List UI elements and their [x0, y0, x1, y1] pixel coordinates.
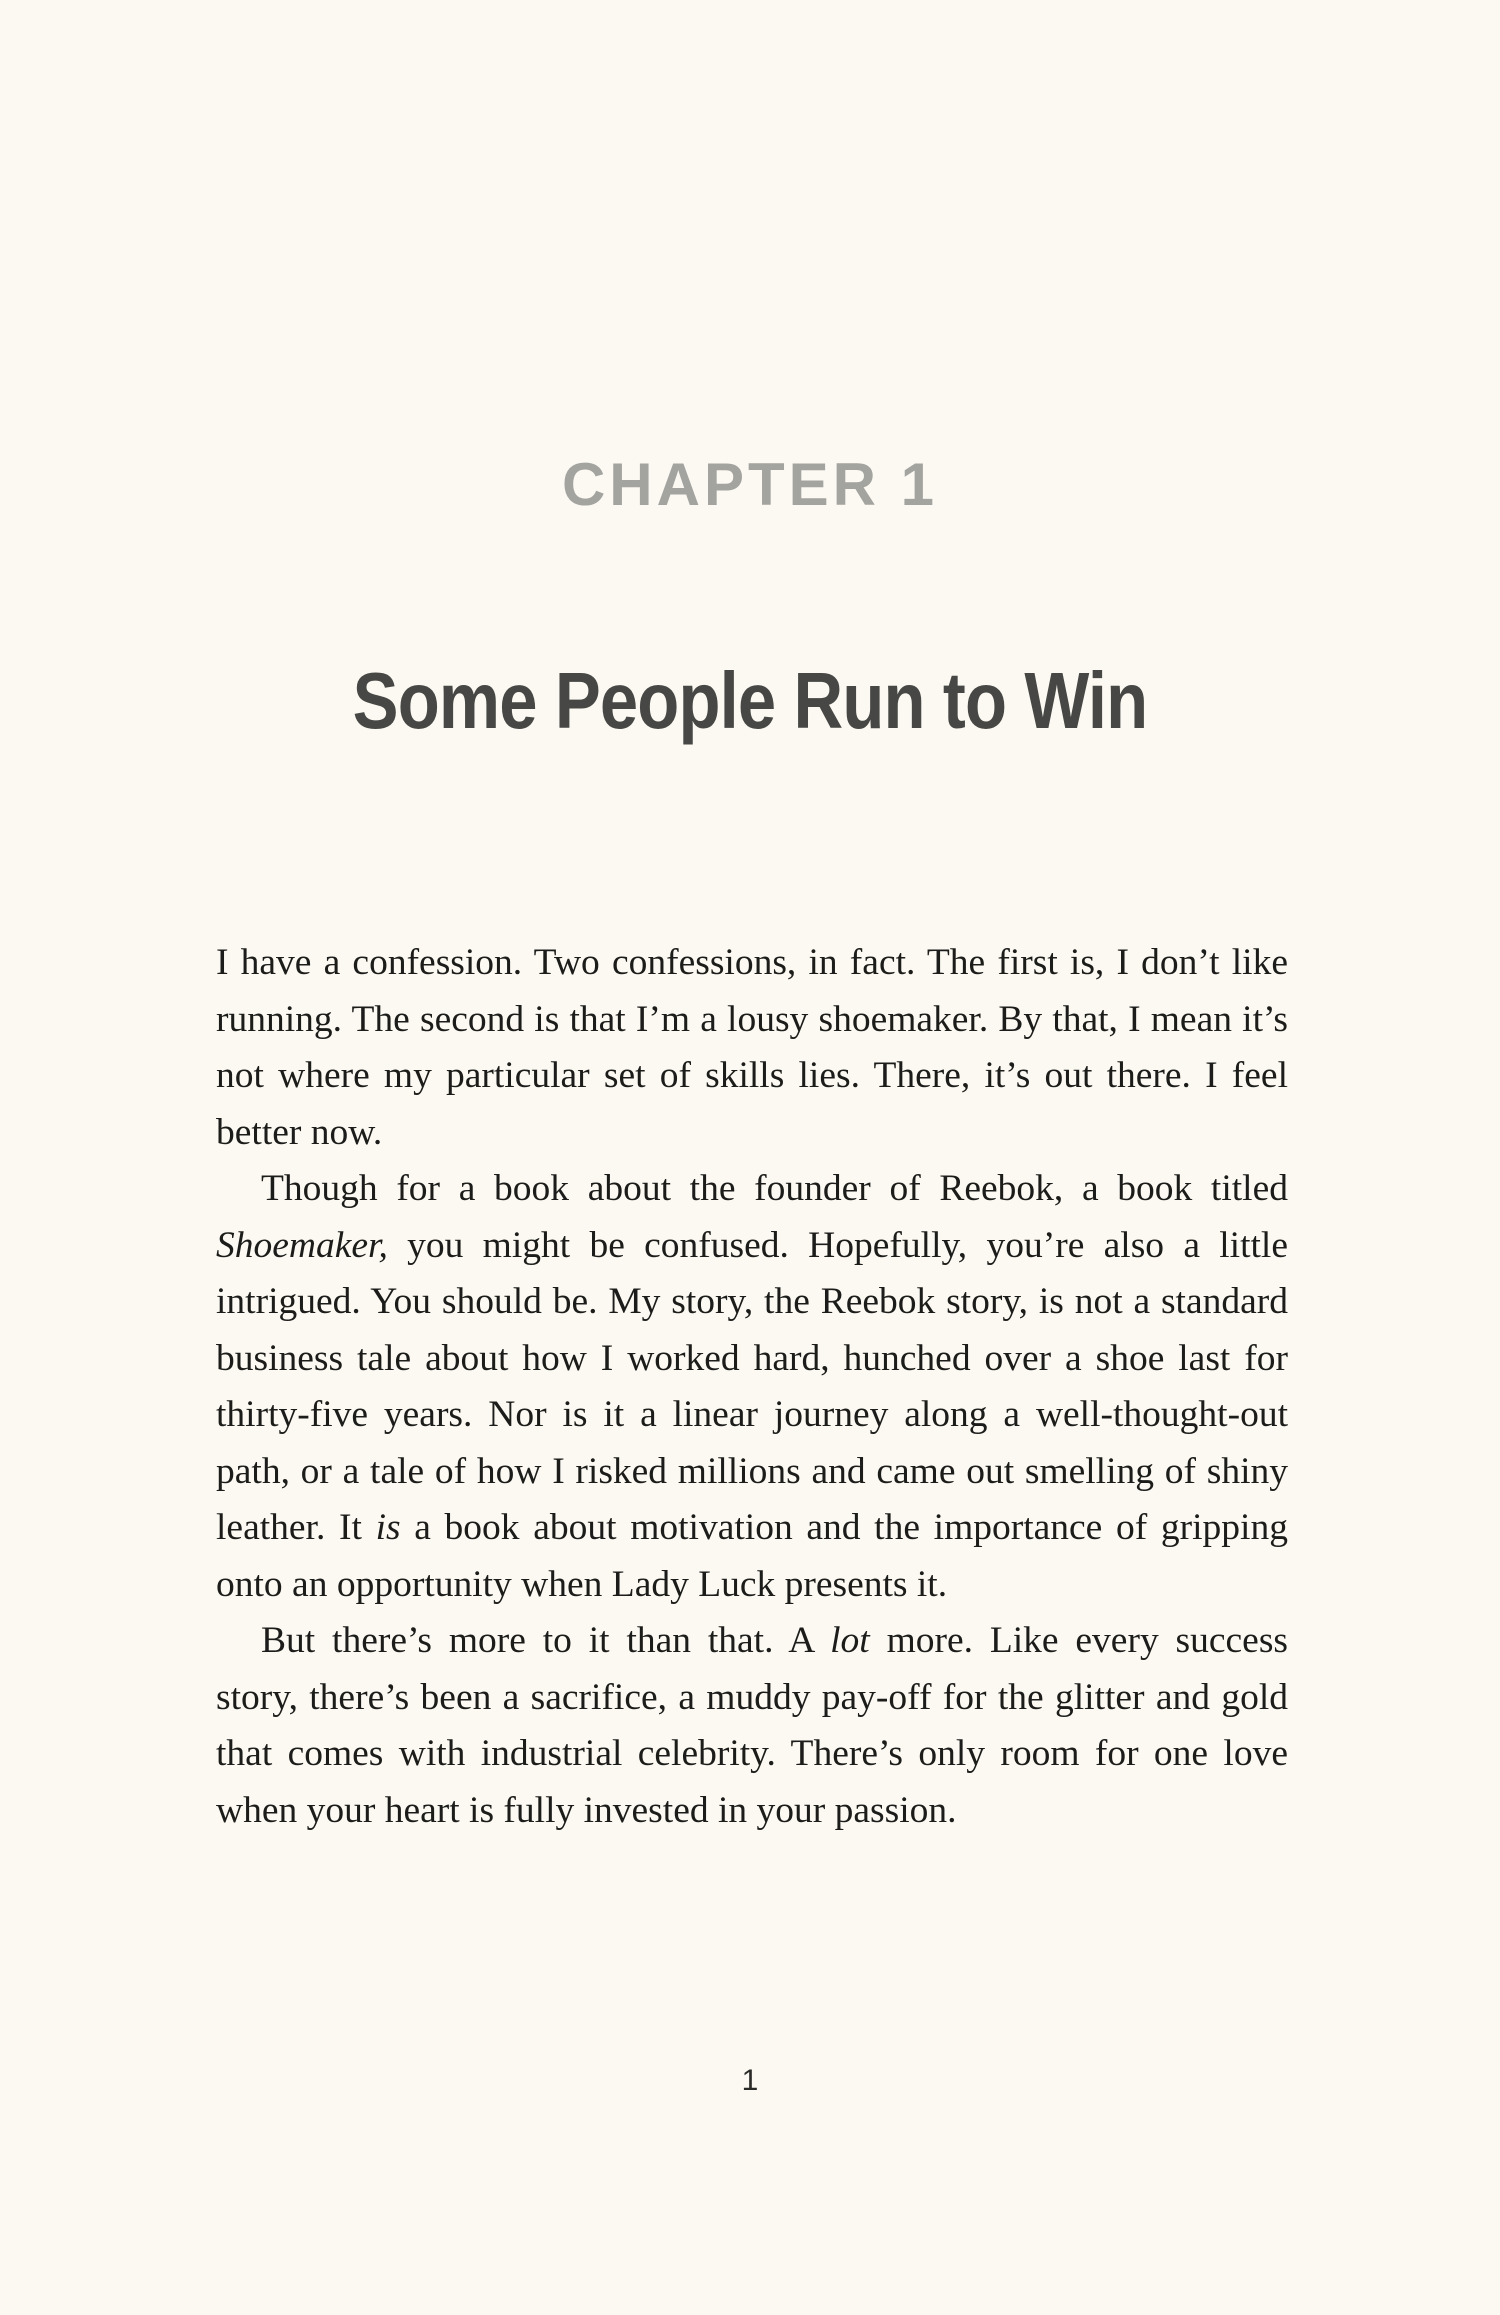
- paragraph-1-text: I have a confession. Two confessions, in fact. The first is, I don’t like running. The second is that I’m a lousy shoemaker. By that, I mean it’s not where my particular set of skills lies. There, it’s out there. I feel better now.: [216, 942, 1288, 1153]
- emphasis-is: is: [375, 1507, 401, 1548]
- emphasis-lot: lot: [830, 1620, 870, 1661]
- paragraph-1: [216, 935, 1288, 1161]
- paragraph-2-text-b: you might be confused. Hopefully, you’re also a little intrigued. You should be. My story, the Reebok story, is not a standard business tale about how I worked hard, hunched over a shoe last for thirty-five years. Nor is it a linear journey along a well-thought-out path, or a tale of how I risked millions and came out smelling of shiny leather. It: [216, 1224, 1288, 1548]
- chapter-body: [216, 935, 1288, 1839]
- book-title-italic: Shoemaker,: [216, 1224, 388, 1266]
- paragraph-3-text-a: But there’s more to it than that. A: [261, 1620, 831, 1661]
- paragraph-2: [216, 1161, 1288, 1613]
- page-number: 1: [741, 2064, 759, 2097]
- paragraph-2-text-a: Though for a book about the founder of Reebok, a book titled: [261, 1168, 1288, 1209]
- paragraph-3: [216, 1613, 1288, 1839]
- paragraph-2-text-c: a book about motivation and the importance of gripping onto an opportunity when Lady Luck presents it.: [216, 1507, 1288, 1605]
- chapter-label: CHAPTER 1: [561, 451, 939, 518]
- chapter-title: Some People Run to Win: [352, 656, 1148, 745]
- paragraph-3-text-b: more. Like every success story, there’s been a sacrifice, a muddy pay-off for the glitter and gold that comes with industrial celebrity. There’s only room for one love when your heart is fully invested in your passion.: [216, 1620, 1289, 1831]
